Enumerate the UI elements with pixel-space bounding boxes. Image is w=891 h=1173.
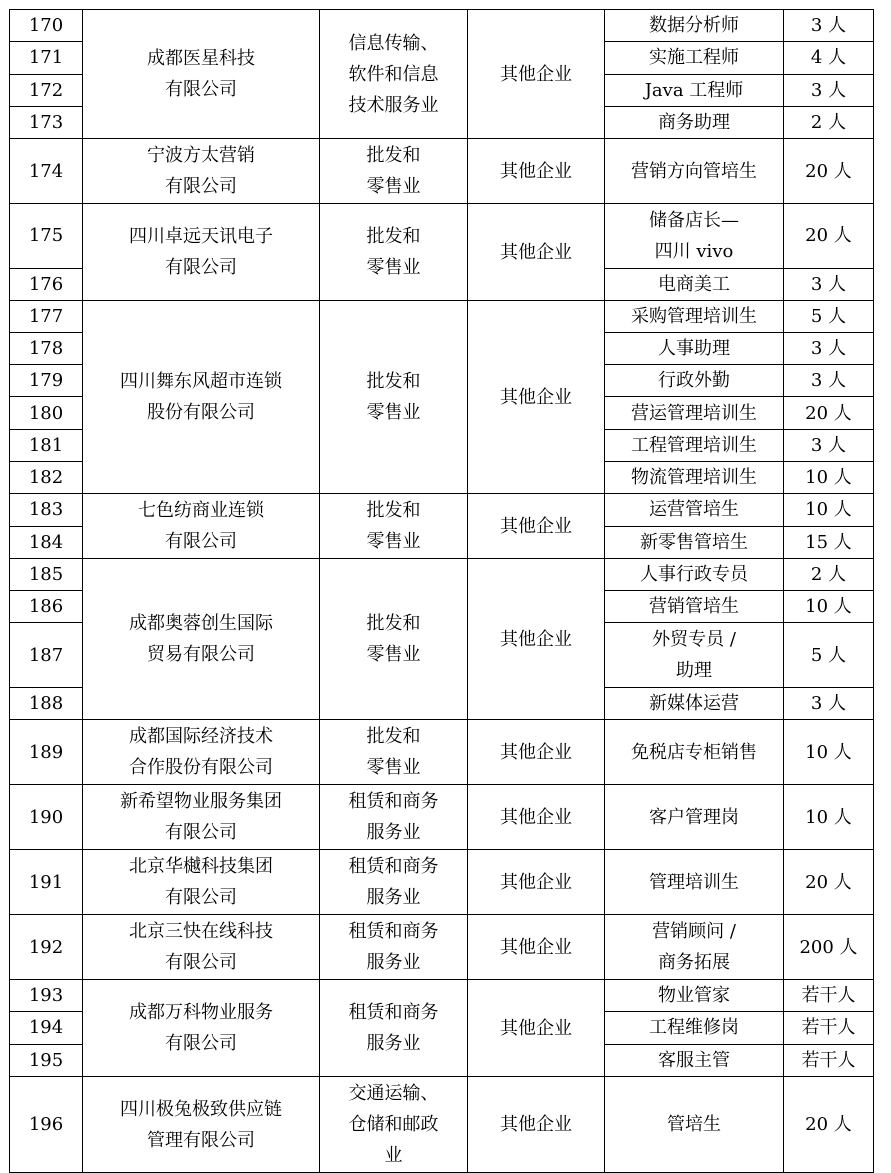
- industry-line: 服务业: [366, 952, 421, 973]
- company-name: [83, 850, 320, 915]
- company-type: 其他企业: [468, 785, 605, 850]
- job-title-line: 免税店专柜销售: [631, 741, 757, 763]
- headcount: 3 人: [784, 10, 874, 42]
- job-title: [605, 1077, 784, 1173]
- table-row: [10, 10, 874, 42]
- table-row: [10, 204, 874, 269]
- headcount: 20 人: [784, 850, 874, 915]
- company-name-line: 四川极兔极致供应链: [120, 1098, 282, 1120]
- headcount: 3 人: [784, 687, 874, 719]
- company-name-line: 有限公司: [165, 952, 237, 973]
- industry-line: 零售业: [366, 644, 421, 665]
- industry-line: 业: [384, 1145, 403, 1166]
- job-title: [605, 591, 784, 623]
- industry: [320, 785, 468, 850]
- row-number: 192: [10, 915, 83, 980]
- industry-line: 零售业: [366, 176, 421, 197]
- row-number: 195: [10, 1044, 83, 1076]
- company-name-line: 新希望物业服务集团: [120, 791, 282, 812]
- table-row: [10, 1077, 874, 1173]
- headcount: 若干人: [784, 980, 874, 1012]
- company-name: [83, 494, 320, 559]
- industry-line: 批发和: [366, 500, 421, 521]
- company-name-line: 北京华樾科技集团: [129, 856, 273, 877]
- job-title-line: 物流管理培训生: [631, 466, 757, 488]
- row-number: 178: [10, 333, 83, 365]
- table-row: [10, 915, 874, 980]
- headcount: 10 人: [784, 591, 874, 623]
- company-type: 其他企业: [468, 301, 605, 494]
- table-row: [10, 494, 874, 527]
- job-title: [605, 42, 784, 74]
- industry: [320, 204, 468, 301]
- row-number: 179: [10, 365, 83, 397]
- job-title-line: 人事行政专员: [640, 564, 748, 586]
- company-name-line: 管理有限公司: [147, 1129, 255, 1151]
- row-number: 188: [10, 687, 83, 719]
- job-title-line: 管理培训生: [649, 871, 739, 893]
- company-name: [83, 785, 320, 850]
- headcount: 4 人: [784, 42, 874, 74]
- table-row: [10, 850, 874, 915]
- headcount: 20 人: [784, 397, 874, 429]
- company-name-line: 成都国际经济技术: [129, 726, 273, 747]
- job-title-line: 营销管培生: [649, 596, 739, 618]
- company-name-line: 成都医星科技: [147, 48, 255, 69]
- company-name: [83, 720, 320, 785]
- company-name-line: 有限公司: [165, 822, 237, 843]
- job-title-line: 外贸专员 /: [652, 629, 736, 651]
- job-title: [605, 526, 784, 559]
- company-name-line: 北京三快在线科技: [129, 921, 273, 942]
- job-title-line: 工程管理培训生: [631, 434, 757, 456]
- company-name: [83, 980, 320, 1077]
- job-title: [605, 720, 784, 785]
- table-row: [10, 139, 874, 204]
- company-name-line: 七色纺商业连锁: [138, 500, 264, 521]
- industry-line: 批发和: [366, 726, 421, 747]
- job-title-line: 营销顾问 /: [652, 921, 736, 942]
- company-name-line: 有限公司: [165, 887, 237, 908]
- industry-line: 技术服务业: [348, 94, 439, 116]
- industry: [320, 10, 468, 139]
- row-number: 190: [10, 785, 83, 850]
- job-title-line: 人事助理: [658, 338, 730, 360]
- industry-line: 服务业: [366, 887, 421, 908]
- job-title-line: 数据分析师: [649, 15, 739, 37]
- industry-line: 服务业: [366, 822, 421, 843]
- industry-line: 租赁和商务: [348, 921, 439, 942]
- job-title-line: 储备店长—: [649, 209, 739, 231]
- job-title-line: 新媒体运营: [649, 692, 739, 714]
- industry: [320, 720, 468, 785]
- industry-line: 软件和信息: [348, 63, 439, 85]
- job-title: [605, 461, 784, 493]
- row-number: 175: [10, 204, 83, 269]
- row-number: 191: [10, 850, 83, 915]
- company-name: [83, 204, 320, 301]
- headcount: 3 人: [784, 74, 874, 106]
- company-type: 其他企业: [468, 139, 605, 204]
- job-title: [605, 204, 784, 269]
- headcount: 15 人: [784, 526, 874, 559]
- industry-line: 租赁和商务: [348, 856, 439, 877]
- headcount: 20 人: [784, 139, 874, 204]
- company-type: 其他企业: [468, 494, 605, 559]
- company-name-line: 合作股份有限公司: [129, 757, 273, 778]
- job-title-line: 电商美工: [658, 273, 730, 295]
- job-title-line: 新零售管培生: [640, 531, 748, 553]
- company-name-line: 有限公司: [165, 79, 237, 100]
- job-title: [605, 333, 784, 365]
- recruitment-table: [9, 9, 874, 1173]
- row-number: 177: [10, 301, 83, 333]
- job-title-line: Java 工程师: [644, 79, 744, 101]
- row-number: 185: [10, 559, 83, 591]
- headcount: 3 人: [784, 333, 874, 365]
- table-row: [10, 559, 874, 591]
- job-title-line: 商务助理: [658, 111, 730, 133]
- job-title-line: 物业管家: [658, 985, 730, 1007]
- company-name-line: 有限公司: [165, 176, 237, 197]
- company-name-line: 贸易有限公司: [147, 644, 255, 665]
- company-type: 其他企业: [468, 720, 605, 785]
- job-title: [605, 623, 784, 687]
- job-title: [605, 301, 784, 333]
- company-name-line: 有限公司: [165, 257, 237, 278]
- company-type: 其他企业: [468, 915, 605, 980]
- headcount: 20 人: [784, 1077, 874, 1173]
- industry-line: 零售业: [366, 531, 421, 552]
- company-name: [83, 559, 320, 720]
- row-number: 193: [10, 980, 83, 1012]
- industry: [320, 1077, 468, 1173]
- job-title: [605, 980, 784, 1012]
- headcount: 2 人: [784, 106, 874, 138]
- row-number: 170: [10, 10, 83, 42]
- job-title-line: 客服主管: [658, 1049, 730, 1071]
- job-title-line: 营销方向管培生: [631, 160, 757, 182]
- company-type: 其他企业: [468, 980, 605, 1077]
- headcount: 10 人: [784, 494, 874, 527]
- company-name-line: 有限公司: [165, 531, 237, 552]
- job-title-line: 商务拓展: [658, 952, 730, 973]
- industry-line: 交通运输、: [348, 1083, 439, 1104]
- industry: [320, 139, 468, 204]
- headcount: 若干人: [784, 1012, 874, 1044]
- job-title: [605, 268, 784, 300]
- headcount: 5 人: [784, 301, 874, 333]
- headcount: 3 人: [784, 268, 874, 300]
- company-name: [83, 139, 320, 204]
- company-name: [83, 10, 320, 139]
- headcount: 200 人: [784, 915, 874, 980]
- company-type: 其他企业: [468, 204, 605, 301]
- table-row: [10, 980, 874, 1012]
- industry-line: 批发和: [366, 145, 421, 166]
- headcount: 3 人: [784, 429, 874, 461]
- job-title-line: 运营管培生: [649, 499, 739, 521]
- company-name-line: 成都万科物业服务: [129, 1002, 273, 1023]
- row-number: 187: [10, 623, 83, 687]
- headcount: 10 人: [784, 720, 874, 785]
- industry: [320, 980, 468, 1077]
- job-title-line: 采购管理培训生: [631, 306, 757, 328]
- job-title: [605, 494, 784, 527]
- industry-line: 零售业: [366, 757, 421, 778]
- industry-line: 批发和: [366, 226, 421, 247]
- industry: [320, 559, 468, 720]
- job-title-line: 行政外勤: [658, 370, 730, 392]
- industry-line: 零售业: [366, 257, 421, 278]
- company-type: 其他企业: [468, 559, 605, 720]
- row-number: 181: [10, 429, 83, 461]
- headcount: 5 人: [784, 623, 874, 687]
- job-title: [605, 365, 784, 397]
- company-name-line: 四川卓远天讯电子: [129, 226, 273, 247]
- row-number: 196: [10, 1077, 83, 1173]
- row-number: 183: [10, 494, 83, 527]
- headcount: 3 人: [784, 365, 874, 397]
- job-title: [605, 687, 784, 719]
- job-title: [605, 559, 784, 591]
- industry-line: 批发和: [366, 371, 421, 392]
- table-row: [10, 301, 874, 333]
- headcount: 10 人: [784, 461, 874, 493]
- table-body: [10, 10, 874, 1173]
- headcount: 2 人: [784, 559, 874, 591]
- job-title: [605, 1044, 784, 1076]
- row-number: 176: [10, 268, 83, 300]
- job-title: [605, 915, 784, 980]
- job-title: [605, 429, 784, 461]
- company-type: 其他企业: [468, 10, 605, 139]
- job-title: [605, 139, 784, 204]
- row-number: 184: [10, 526, 83, 559]
- job-title: [605, 785, 784, 850]
- company-name-line: 宁波方太营销: [147, 145, 255, 166]
- industry-line: 服务业: [366, 1033, 421, 1054]
- job-title-line: 助理: [676, 660, 712, 682]
- row-number: 182: [10, 461, 83, 493]
- industry: [320, 301, 468, 494]
- row-number: 194: [10, 1012, 83, 1044]
- document-page: [9, 9, 874, 1173]
- industry-line: 租赁和商务: [348, 791, 439, 812]
- job-title: [605, 850, 784, 915]
- job-title-line: 管培生: [667, 1114, 721, 1135]
- industry-line: 仓储和邮政: [348, 1114, 439, 1135]
- row-number: 173: [10, 106, 83, 138]
- row-number: 180: [10, 397, 83, 429]
- job-title-line: 四川 vivo: [654, 240, 734, 262]
- company-name: [83, 301, 320, 494]
- headcount: 20 人: [784, 204, 874, 269]
- row-number: 189: [10, 720, 83, 785]
- row-number: 174: [10, 139, 83, 204]
- table-row: [10, 720, 874, 785]
- headcount: 若干人: [784, 1044, 874, 1076]
- company-type: 其他企业: [468, 1077, 605, 1173]
- headcount: 10 人: [784, 785, 874, 850]
- industry-line: 批发和: [366, 613, 421, 634]
- table-row: [10, 785, 874, 850]
- industry: [320, 494, 468, 559]
- industry: [320, 850, 468, 915]
- row-number: 172: [10, 74, 83, 106]
- industry-line: 租赁和商务: [348, 1002, 439, 1023]
- job-title-line: 实施工程师: [649, 47, 739, 69]
- job-title: [605, 106, 784, 138]
- job-title: [605, 1012, 784, 1044]
- row-number: 171: [10, 42, 83, 74]
- company-name: [83, 915, 320, 980]
- job-title-line: 营运管理培训生: [631, 402, 757, 424]
- company-name-line: 股份有限公司: [147, 402, 255, 423]
- company-name-line: 有限公司: [165, 1033, 237, 1054]
- company-name: [83, 1077, 320, 1173]
- job-title: [605, 397, 784, 429]
- company-name-line: 成都奥蓉创生国际: [129, 613, 273, 634]
- industry-line: 零售业: [366, 402, 421, 423]
- company-type: 其他企业: [468, 850, 605, 915]
- row-number: 186: [10, 591, 83, 623]
- company-name-line: 四川舞东风超市连锁: [120, 371, 282, 392]
- job-title: [605, 74, 784, 106]
- job-title: [605, 10, 784, 42]
- industry: [320, 915, 468, 980]
- job-title-line: 客户管理岗: [649, 806, 739, 828]
- industry-line: 信息传输、: [348, 32, 439, 54]
- job-title-line: 工程维修岗: [649, 1017, 739, 1039]
